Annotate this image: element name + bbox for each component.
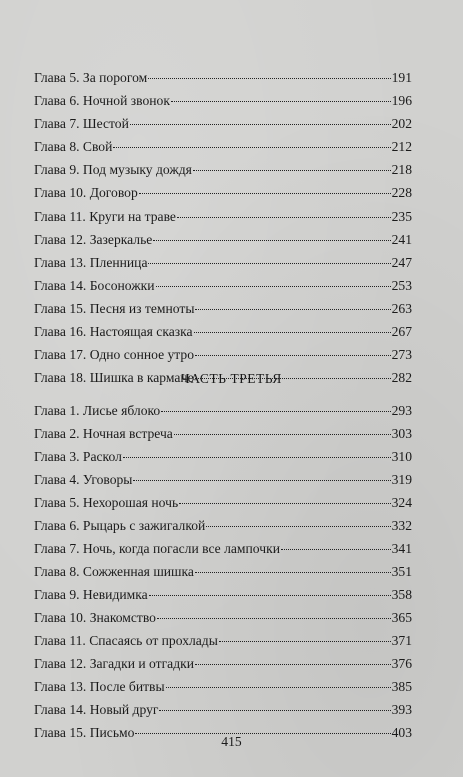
toc-entry-page: 332	[391, 518, 412, 533]
toc-part-two-list	[34, 66, 412, 389]
toc-entry	[34, 320, 412, 343]
toc-entry	[34, 205, 412, 228]
toc-entry	[34, 66, 412, 89]
toc-entry	[34, 468, 412, 491]
dot-leader	[177, 217, 391, 218]
toc-entry	[34, 89, 412, 112]
dot-leader	[171, 101, 391, 102]
toc-entry	[34, 158, 412, 181]
dot-leader	[133, 480, 390, 481]
toc-entry-title: Глава 17. Одно сонное утро	[34, 347, 195, 363]
toc-entry-page: 235	[391, 208, 412, 224]
toc-entry	[34, 629, 412, 652]
dot-leader	[195, 664, 391, 665]
toc-entry-page: 241	[391, 231, 412, 247]
toc-entry-title: Глава 10. Договор	[34, 185, 138, 201]
toc-entry-title: Глава 5. За порогом	[34, 70, 148, 85]
toc-entry-title: Глава 11. Круги на траве	[34, 208, 176, 224]
toc-entry-page: 228	[391, 185, 412, 201]
toc-entry-title: Глава 15. Письмо	[34, 725, 135, 740]
dot-leader	[281, 549, 391, 550]
toc-entry-title: Глава 15. Песня из темноты	[34, 300, 195, 316]
toc-entry	[34, 135, 412, 158]
toc-entry	[34, 698, 412, 721]
toc-entry	[34, 652, 412, 675]
dot-leader	[194, 332, 391, 333]
dot-leader	[195, 572, 391, 573]
toc-entry	[34, 537, 412, 560]
toc-entry-title: Глава 8. Свой	[34, 139, 113, 155]
toc-entry-page: 393	[391, 702, 412, 717]
toc-entry	[34, 606, 412, 629]
toc-entry-title: Глава 13. После битвы	[34, 679, 165, 694]
toc-entry-title: Глава 2. Ночная встреча	[34, 426, 173, 441]
dot-leader	[206, 526, 390, 527]
toc-entry-title: Глава 16. Настоящая сказка	[34, 324, 193, 340]
toc-entry-title: Глава 14. Новый друг	[34, 702, 159, 717]
toc-entry-page: 376	[391, 656, 412, 671]
toc-entry	[34, 181, 412, 204]
dot-leader	[195, 355, 391, 356]
toc-entry-title: Глава 18. Шишка в кармане	[34, 370, 194, 386]
toc-entry	[34, 560, 412, 583]
toc-entry-page: 196	[391, 93, 412, 109]
toc-entry-page: 371	[391, 633, 412, 648]
toc-entry	[34, 583, 412, 606]
toc-entry-page: 310	[391, 449, 412, 464]
toc-entry	[34, 297, 412, 320]
toc-entry-page: 324	[391, 495, 412, 510]
dot-leader	[113, 147, 390, 148]
dot-leader	[148, 263, 390, 264]
toc-entry-page: 358	[391, 587, 412, 602]
toc-entry-page: 319	[391, 472, 412, 487]
toc-entry-page: 202	[391, 116, 412, 132]
toc-entry-page: 403	[391, 725, 412, 740]
toc-part-three-list	[34, 399, 412, 744]
toc-entry	[34, 343, 412, 366]
toc-entry-title: Глава 12. Загадки и отгадки	[34, 656, 194, 671]
toc-entry-page: 218	[391, 162, 412, 178]
dot-leader	[166, 687, 391, 688]
toc-entry-title: Глава 5. Нехорошая ночь	[34, 495, 179, 510]
dot-leader	[149, 595, 391, 596]
toc-entry	[34, 514, 412, 537]
toc-entry	[34, 422, 412, 445]
toc-entry	[34, 445, 412, 468]
toc-entry-title: Глава 6. Ночной звонок	[34, 93, 170, 109]
dot-leader	[139, 193, 391, 194]
dot-leader	[179, 503, 390, 504]
toc-entry-page: 351	[391, 564, 412, 579]
toc-entry-title: Глава 11. Спасаясь от прохлады	[34, 633, 218, 648]
page-number: 415	[221, 734, 242, 749]
toc-entry	[34, 274, 412, 297]
dot-leader	[148, 78, 390, 79]
toc-entry-title: Глава 9. Под музыку дождя	[34, 162, 192, 178]
toc-entry	[34, 399, 412, 422]
toc-entry-page: 191	[391, 70, 412, 85]
toc-entry-page: 273	[391, 347, 412, 363]
dot-leader	[156, 286, 391, 287]
toc-entry-title: Глава 4. Уговоры	[34, 472, 133, 487]
toc-entry-title: Глава 7. Шестой	[34, 116, 129, 132]
toc-entry	[34, 228, 412, 251]
dot-leader	[219, 641, 391, 642]
toc-entry-title: Глава 10. Знакомство	[34, 610, 156, 625]
dot-leader	[157, 618, 391, 619]
toc-entry-title: Глава 9. Невидимка	[34, 587, 148, 602]
toc-entry-page: 263	[391, 300, 412, 316]
toc-entry-title: Глава 6. Рыцарь с зажигалкой	[34, 518, 206, 533]
dot-leader	[123, 457, 391, 458]
toc-entry-page: 293	[391, 403, 412, 418]
toc-entry	[34, 112, 412, 135]
toc-entry	[34, 675, 412, 698]
toc-entry	[34, 251, 412, 274]
toc-entry-page: 212	[391, 139, 412, 155]
toc-entry-title: Глава 8. Сожженная шишка	[34, 564, 194, 579]
toc-entry-page: 253	[391, 277, 412, 293]
toc-entry	[34, 491, 412, 514]
toc-entry-page: 282	[391, 370, 412, 386]
toc-entry-title: Глава 1. Лисье яблоко	[34, 403, 161, 418]
toc-entry-title: Глава 7. Ночь, когда погасли все лампочки	[34, 541, 280, 556]
toc-entry-title: Глава 13. Пленница	[34, 254, 148, 270]
dot-leader	[193, 170, 391, 171]
dot-leader	[159, 710, 390, 711]
toc-entry-page: 341	[391, 541, 412, 556]
dot-leader	[161, 411, 390, 412]
part-three-heading: ЧАСТЬ ТРЕТЬЯ	[181, 371, 282, 386]
toc-entry-page: 365	[391, 610, 412, 625]
toc-entry-page: 385	[391, 679, 412, 694]
dot-leader	[174, 434, 391, 435]
dot-leader	[130, 124, 391, 125]
toc-entry-page: 247	[391, 254, 412, 270]
toc-entry-title: Глава 14. Босоножки	[34, 277, 155, 293]
toc-entry-page: 267	[391, 324, 412, 340]
toc-entry-page: 303	[391, 426, 412, 441]
dot-leader	[153, 240, 390, 241]
toc-entry-title: Глава 12. Зазеркалье	[34, 231, 153, 247]
dot-leader	[195, 309, 390, 310]
toc-entry-title: Глава 3. Раскол	[34, 449, 122, 464]
